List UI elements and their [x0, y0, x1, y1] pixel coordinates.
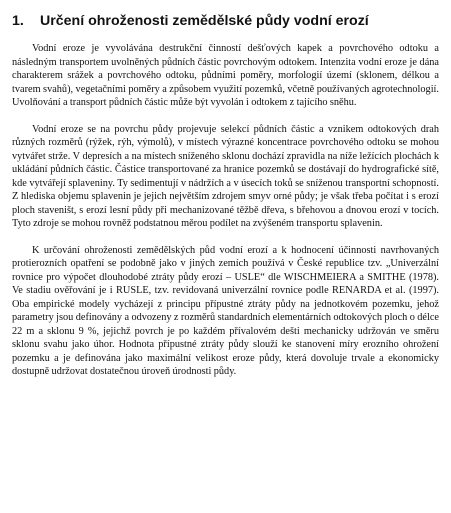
paragraph-3: K určování ohroženosti zemědělských půd vodní erozí a k hodnocení účinnosti navrhovaných protierozních opatření se podobně jako v jiných zemích používá v České republice tzv. „Univerzální rovnice pro výpočet dlouhodobé ztráty půdy erozí – USLE“ dle WISCHMEIERA a SMITHE (1978). Ve stadiu ověřování je i RUSLE, tzv. revidovaná univerzální rovnice podle RENARDA et al. (1997). Oba empirické modely vycházejí z principu přípustné ztráty půdy na jednotkovém pozemku, jehož parametry jsou definovány a odvozeny z rozměrů standardních elementárních odtokových ploch o délce 22 m a sklonu 9 %, jejichž povrch je po každém přívalovém dešti mechanicky udržován ve směru sklonu svahu jako úhor. Hodnota přípustné ztráty půdy slouží ke stanovení míry erozního ohrožení pozemku a je definována jako maximální velikost eroze půdy, která dovoluje trvale a ekonomicky dostupně udržovat dostatečnou úroveň úrodnosti půdy. [12, 244, 439, 377]
section-number: 1. [12, 13, 24, 29]
section-heading [12, 12, 439, 30]
paragraph-1: Vodní eroze je vyvolávána destrukční činností dešťových kapek a povrchového odtoku a následným transportem uvolněných půdních částic povrchovým odtokem. Intenzita vodní eroze je dána charakterem srážek a povrchového odtoku, půdními poměry, morfologií území (sklonem, délkou a tvarem svahů), vegetačními poměry a způsobem využití pozemků, včetně používaných agrotechnologií. Uvolňování a transport půdních částic může být vyvolán i odtokem z tajícího sněhu. [12, 43, 439, 108]
section-title: Určení ohroženosti zemědělské půdy vodní erozí [40, 13, 369, 29]
paragraph-2: Vodní eroze se na povrchu půdy projevuje selekcí půdních částic a vznikem odtokových drah různých rozměrů (rýžek, rýh, výmolů), v místech výrazné koncentrace povrchového odtoku se mohou vytvářet strže. V depresích a na místech sníženého sklonu dochází zpravidla na níže ležících plochách k ukládání půdních částic. Částice transportované za hranice pozemků se dostávají do hydrografické sítě, kde vytvářejí splaveniny. Ty sedimentují v nádržích a v úsecích toků se sníženou transportní schopností. Z hlediska objemu splavenin je jejich největším zdrojem smyv orné půdy; je však třeba počítat i s erozí ploch staveništ, s erozí lesní půdy při mechanizované těžbě dřeva, s břehovou a dnovou erozí v tocích. Tyto zdroje se mohou rovněž podstatnou měrou podílet na zvýšeném transportu splavenin. [12, 123, 439, 229]
